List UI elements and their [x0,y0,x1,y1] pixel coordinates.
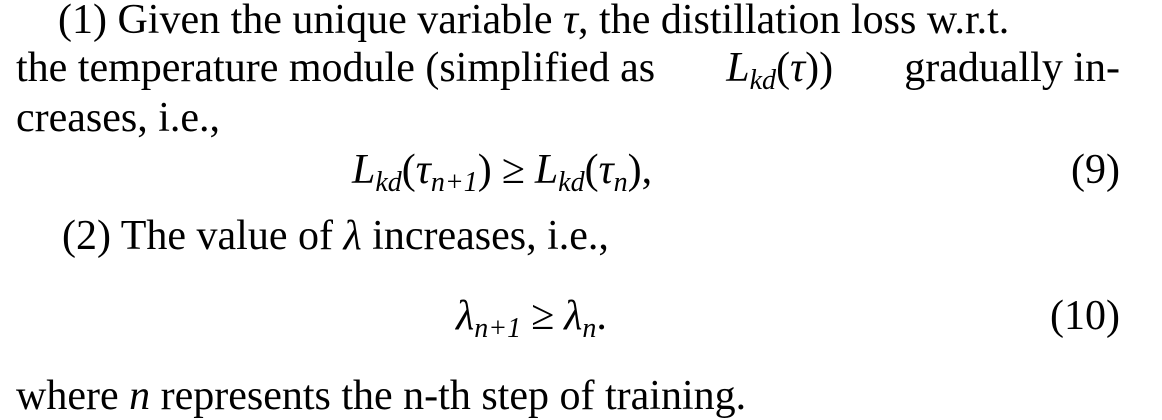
geq-operator: ≥ [531,293,555,339]
paragraph3-line: where n represents the n-th step of training. [16,373,747,419]
paragraph1-line1-prefix: (1) Given the unique variable [58,0,563,43]
paragraph1-line2-suffix: gradually in- [904,45,1120,91]
equation-9-number: (9) [1071,147,1120,193]
paragraph1-line3: creases, i.e., [16,95,221,141]
paragraph1-line2-prefix: the temperature module (simplified as [16,45,656,91]
paragraph1-line2 [16,44,1120,96]
equation-10-number: (10) [1050,293,1120,339]
paragraph2-line: (2) The value of λ increases, i.e., [62,213,609,259]
inline-math-lkd-tau: $L_{kd}(\tau)$) [726,45,834,96]
variable-lambda: λ [343,213,362,259]
paragraph1-line1 [58,0,1009,44]
equation-9: $L_{kd}(\tau_{n+1}) \ge L_{kd}(\tau_n)$, [352,147,653,198]
equation-10: $\lambda_{n+1} \ge \lambda_n$. [456,293,607,344]
variable-n: n [129,373,151,419]
paragraph1-line1-suffix: , the distillation loss w.r.t. [578,0,1010,43]
geq-operator: ≥ [501,147,525,193]
variable-tau: τ [562,0,579,43]
